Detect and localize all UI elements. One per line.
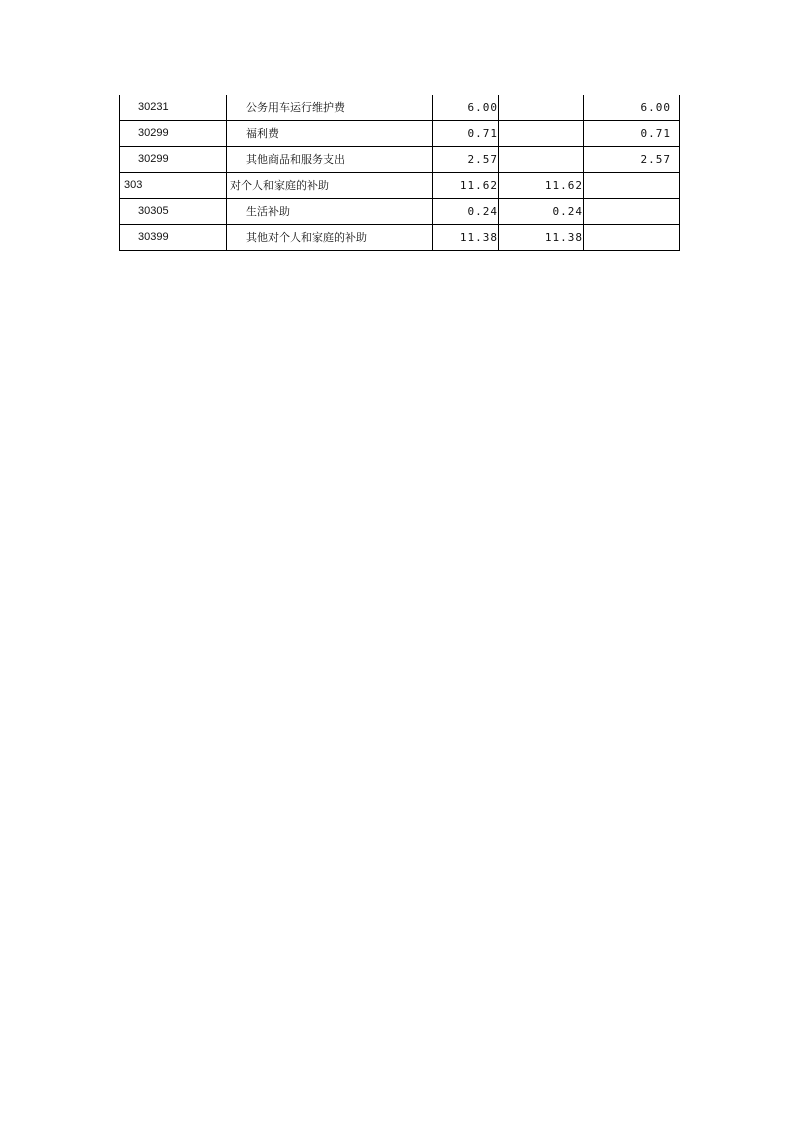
project-amount xyxy=(584,225,680,251)
total-amount: 11.62 xyxy=(433,173,499,199)
table-row xyxy=(120,199,680,225)
account-name: 生活补助 xyxy=(227,199,433,225)
account-code: 30299 xyxy=(120,121,227,147)
basic-amount: 11.38 xyxy=(499,225,584,251)
account-code: 30305 xyxy=(120,199,227,225)
basic-amount: 0.24 xyxy=(499,199,584,225)
account-code: 30299 xyxy=(120,147,227,173)
table-row xyxy=(120,173,680,199)
account-name: 其他商品和服务支出 xyxy=(227,147,433,173)
total-amount: 0.24 xyxy=(433,199,499,225)
table-row xyxy=(120,147,680,173)
project-amount: 6.00 xyxy=(584,95,680,121)
project-amount xyxy=(584,199,680,225)
total-amount: 11.38 xyxy=(433,225,499,251)
table-row xyxy=(120,95,680,121)
basic-amount: 11.62 xyxy=(499,173,584,199)
account-name: 对个人和家庭的补助 xyxy=(227,173,433,199)
table-row xyxy=(120,121,680,147)
table-row xyxy=(120,225,680,251)
total-amount: 2.57 xyxy=(433,147,499,173)
basic-amount xyxy=(499,147,584,173)
project-amount: 2.57 xyxy=(584,147,680,173)
basic-amount xyxy=(499,95,584,121)
account-code: 30231 xyxy=(120,95,227,121)
account-name: 福利费 xyxy=(227,121,433,147)
account-code: 30399 xyxy=(120,225,227,251)
account-code: 303 xyxy=(120,173,227,199)
total-amount: 6.00 xyxy=(433,95,499,121)
account-name: 其他对个人和家庭的补助 xyxy=(227,225,433,251)
basic-amount xyxy=(499,121,584,147)
project-amount: 0.71 xyxy=(584,121,680,147)
total-amount: 0.71 xyxy=(433,121,499,147)
project-amount xyxy=(584,173,680,199)
expenditure-table xyxy=(119,95,680,251)
account-name: 公务用车运行维护费 xyxy=(227,95,433,121)
